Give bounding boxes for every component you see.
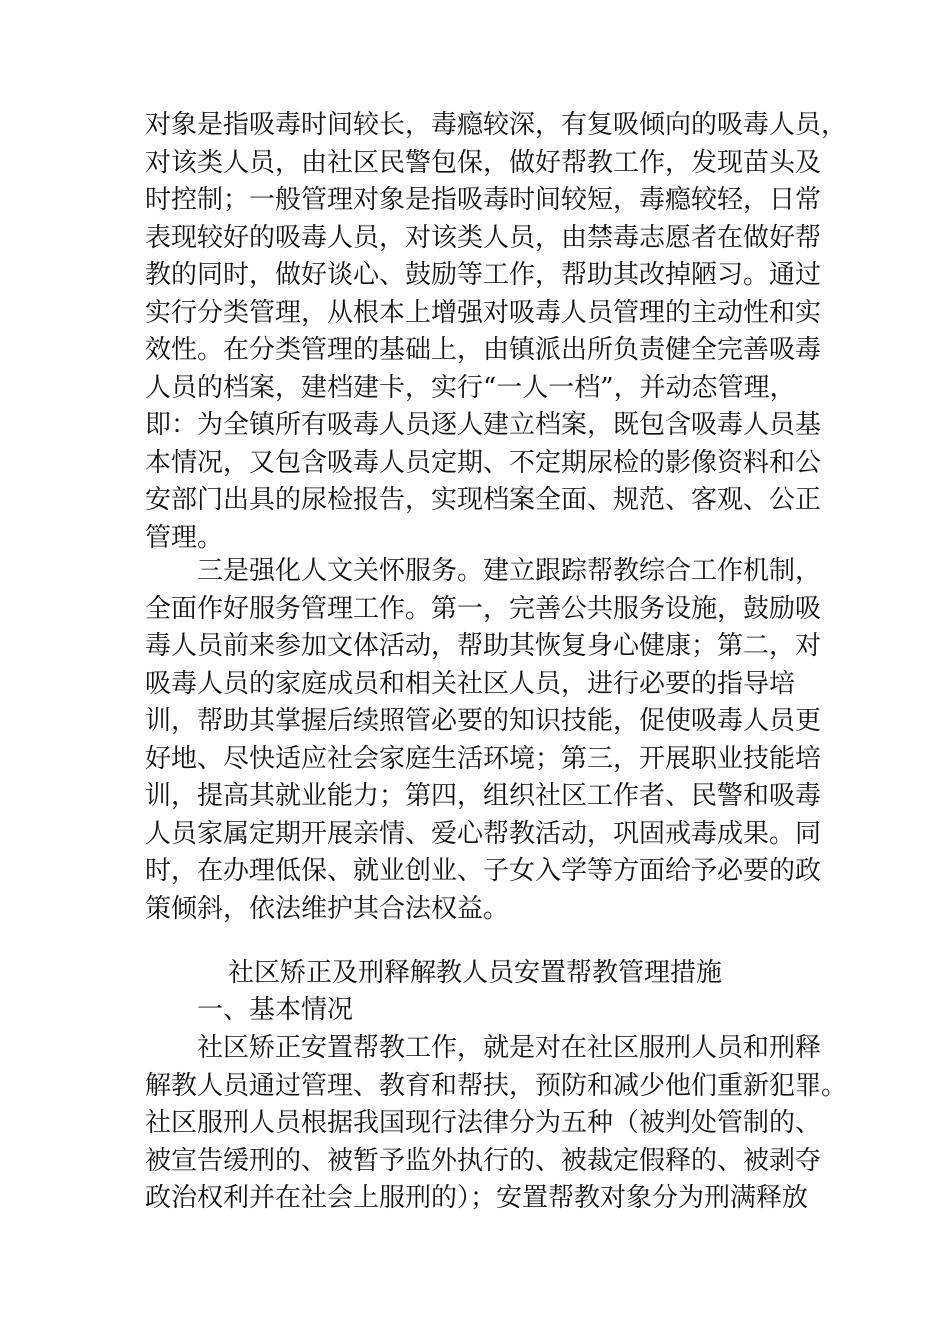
paragraph-line: 对该类人员，由社区民警包保，做好帮教工作，发现苗头及 (145, 147, 822, 178)
paragraph-line: 训，帮助其掌握后续照管必要的知识技能，促使吸毒人员更 (145, 706, 822, 736)
paragraph-line: 时控制；一般管理对象是指吸毒时间较短，毒瘾较轻，日常 (145, 185, 822, 215)
paragraph-basic-situation (145, 1030, 848, 1218)
paragraph-line: 全面作好服务管理工作。第一，完善公共服务设施，鼓励吸 (145, 593, 822, 624)
paragraph-line: 毒人员前来参加文体活动，帮助其恢复身心健康；第二，对 (145, 631, 822, 661)
paragraph-line: 教的同时，做好谈心、鼓励等工作，帮助其改掉陋习。通过 (145, 260, 822, 290)
paragraph-drug-management (145, 107, 848, 557)
paragraph-line: 被宣告缓刑的、被暂予监外执行的、被裁定假释的、被剥夺 (145, 1145, 822, 1176)
paragraph-humanistic-care (145, 553, 835, 928)
paragraph-line: 本情况，又包含吸毒人员定期、不定期尿检的影像资料和公 (145, 447, 822, 478)
paragraph-line: 实行分类管理，从根本上增强对吸毒人员管理的主动性和实 (145, 297, 822, 328)
paragraph-line: 对象是指吸毒时间较长，毒瘾较深，有复吸倾向的吸毒人员， (145, 110, 848, 140)
paragraph-line: 吸毒人员的家庭成员和相关社区人员，进行必要的指导培 (145, 668, 796, 699)
paragraph-line: 社区服刑人员根据我国现行法律分为五种（被判处管制的、 (145, 1108, 822, 1138)
section-title: 社区矫正及刑释解教人员安置帮教管理措施 (227, 958, 722, 988)
paragraph-line: 策倾斜，依法维护其合法权益。 (145, 893, 510, 924)
paragraph-line: 表现较好的吸毒人员，对该类人员，由禁毒志愿者在做好帮 (145, 222, 822, 253)
paragraph-line: 三是强化人文关怀服务。建立跟踪帮教综合工作机制， (197, 556, 822, 586)
paragraph-line: 解教人员通过管理、教育和帮扶，预防和减少他们重新犯罪。 (145, 1070, 848, 1101)
paragraph-line: 人员的档案，建档建卡，实行“一人一档”，并动态管理， (145, 372, 796, 403)
section-heading-block (145, 992, 835, 1030)
paragraph-line: 训，提高其就业能力；第四，组织社区工作者、民警和吸毒 (145, 781, 822, 811)
paragraph-line: 人员家属定期开展亲情、爱心帮教活动，巩固戒毒成果。同 (145, 818, 822, 849)
paragraph-line: 政治权利并在社会上服刑的）；安置帮教对象分为刑满释放 (145, 1183, 809, 1213)
paragraph-line: 效性。在分类管理的基础上，由镇派出所负责健全完善吸毒 (145, 335, 822, 365)
paragraph-line: 即：为全镇所有吸毒人员逐人建立档案，既包含吸毒人员基 (145, 410, 822, 440)
paragraph-line: 社区矫正安置帮教工作，就是对在社区服刑人员和刑释 (197, 1033, 822, 1063)
paragraph-line: 好地、尽快适应社会家庭生活环境；第三，开展职业技能培 (145, 743, 822, 774)
paragraph-line: 时，在办理低保、就业创业、子女入学等方面给予必要的政 (145, 856, 822, 886)
paragraph-line: 管理。 (145, 522, 224, 553)
paragraph-line: 安部门出具的尿检报告，实现档案全面、规范、客观、公正 (145, 485, 822, 515)
section-heading: 一、基本情况 (197, 995, 354, 1025)
